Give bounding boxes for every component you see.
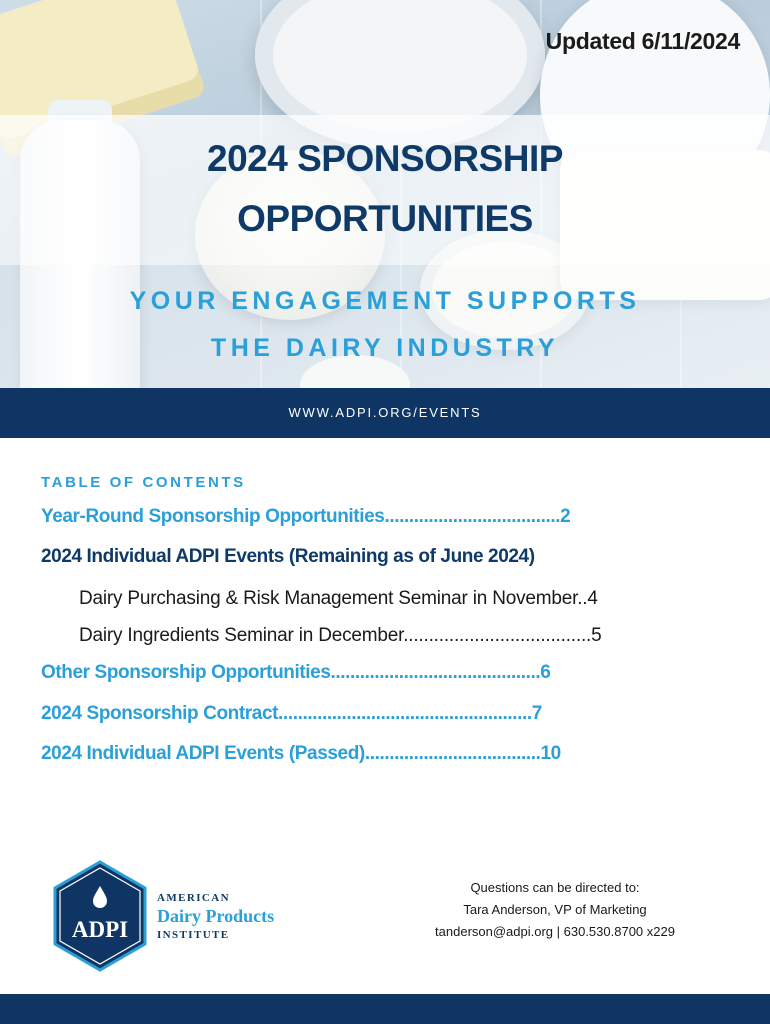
- toc-item-other-sponsorship[interactable]: Other Sponsorship Opportunities...........................................6: [41, 662, 551, 683]
- contact-name: Tara Anderson, VP of Marketing: [463, 902, 647, 917]
- logo-line3: INSTITUTE: [157, 929, 230, 941]
- logo-wordmark: [157, 892, 274, 941]
- contact-details[interactable]: tanderson@adpi.org | 630.530.8700 x229: [435, 924, 675, 939]
- contact-intro: Questions can be directed to:: [470, 880, 640, 895]
- toc-item-passed-events[interactable]: 2024 Individual ADPI Events (Passed)....................................10: [41, 743, 561, 764]
- toc-heading: TABLE OF CONTENTS: [41, 474, 246, 491]
- url-banner: [0, 388, 770, 438]
- toc-item-year-round[interactable]: Year-Round Sponsorship Opportunities....................................2: [41, 506, 571, 527]
- toc-item-contract[interactable]: 2024 Sponsorship Contract....................................................7: [41, 703, 542, 724]
- toc-item-purchasing-seminar[interactable]: Dairy Purchasing & Risk Management Seminar in November..4: [79, 588, 598, 609]
- logo-line1: AMERICAN: [157, 892, 230, 904]
- events-url[interactable]: WWW.ADPI.ORG/EVENTS: [288, 405, 482, 420]
- toc-item-individual-events[interactable]: 2024 Individual ADPI Events (Remaining as of June 2024): [41, 546, 535, 567]
- subtitle-line1: YOUR ENGAGEMENT SUPPORTS: [129, 287, 641, 315]
- footer-bar: [0, 994, 770, 1024]
- logo-mark: ADPI: [71, 917, 129, 942]
- page-title-line2: OPPORTUNITIES: [237, 198, 533, 239]
- toc-item-ingredients-seminar[interactable]: Dairy Ingredients Seminar in December.....................................5: [79, 625, 602, 646]
- hero-photo: [0, 0, 770, 388]
- contact-block: [405, 877, 705, 943]
- updated-date: Updated 6/11/2024: [545, 28, 740, 54]
- subtitle-line2: THE DAIRY INDUSTRY: [210, 334, 560, 362]
- logo-line2: Dairy Products: [157, 906, 275, 926]
- page-title-line1: 2024 SPONSORSHIP: [207, 138, 563, 179]
- adpi-logo: [52, 860, 148, 972]
